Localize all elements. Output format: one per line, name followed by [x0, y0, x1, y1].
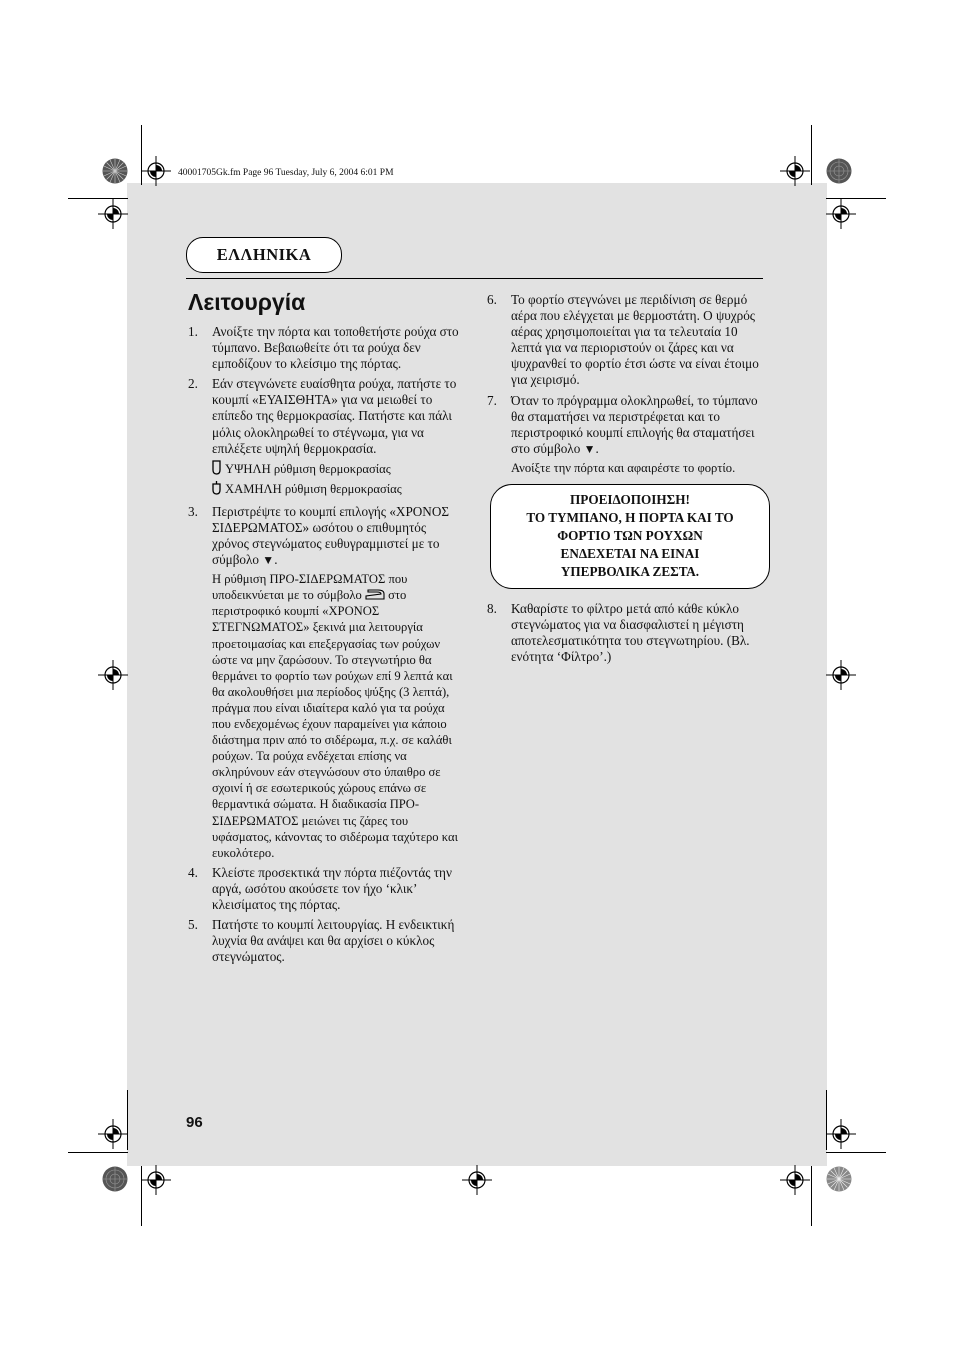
crop-mark [826, 198, 886, 199]
registration-mark-icon [141, 1165, 171, 1195]
item-text: Κλείστε προσεκτικά την πόρτα πιέζοντάς την αργά, ωσότου ακούσετε τον ήχο ‘κλικ’ κλεισίματος της πόρτας. [212, 864, 452, 912]
list-item [487, 601, 765, 665]
crop-mark [141, 1166, 142, 1226]
crop-mark [68, 1152, 128, 1153]
warning-line: ΕΝΔΕΧΕΤΑΙ ΝΑ ΕΙΝΑΙ [560, 546, 700, 562]
registration-mark-icon [98, 660, 128, 690]
iron-icon [365, 588, 385, 602]
registration-mark-icon [98, 1119, 128, 1149]
short-vessel-icon [212, 480, 221, 500]
registration-mark-icon [826, 660, 856, 690]
crop-mark [811, 125, 812, 185]
list-item [487, 393, 765, 476]
registration-mark-icon [780, 156, 810, 186]
language-tab: ΕΛΛΗΝΙΚΑ [186, 237, 342, 273]
list-item [188, 865, 466, 913]
tall-vessel-icon [212, 460, 221, 480]
color-rosette-icon [102, 1166, 128, 1192]
registration-mark-icon [98, 199, 128, 229]
color-rosette-icon [826, 1166, 852, 1192]
temp-high-label: ΥΨΗΛΗ ρύθμιση θερμοκρασίας [225, 462, 391, 477]
item-number: 2. [188, 376, 198, 392]
left-column [188, 324, 466, 969]
item-text: Ανοίξτε την πόρτα και τοποθετήστε ρούχα στο τύμπανο. Βεβαιωθείτε ότι τα ρούχα δεν εμποδίζουν το κλείσιμο της πόρτας. [212, 324, 459, 372]
header-rule [186, 278, 763, 279]
item-number: 3. [188, 503, 198, 519]
item-text: Καθαρίστε το φίλτρο μετά από κάθε κύκλο στεγνώματος για να διασφαλιστεί η μέγιστη αποτελεσματικότητα του στεγνωτηρίου. (Βλ. ενότητα ‘Φίλτρο’.) [511, 601, 750, 665]
item-number: 4. [188, 864, 198, 880]
color-rosette-icon [826, 158, 852, 184]
triangle-down-icon: ▼ [583, 441, 596, 456]
registration-mark-icon [141, 156, 171, 186]
warning-line: ΥΠΕΡΒΟΛΙΚΑ ΖΕΣΤΑ. [560, 564, 700, 580]
list-item [188, 324, 466, 372]
file-header: 40001705Gk.fm Page 96 Tuesday, July 6, 2004 6:01 PM [178, 168, 394, 178]
temp-low-line [212, 480, 466, 500]
registration-mark-icon [462, 1165, 492, 1195]
registration-mark-icon [780, 1165, 810, 1195]
warning-line: ΤΟ ΤΥΜΠΑΝΟ, Η ΠΟΡΤΑ ΚΑΙ ΤΟ [526, 510, 734, 526]
item-number: 8. [487, 601, 497, 617]
warning-line: ΦΟΡΤΙΟ ΤΩΝ ΡΟΥΧΩΝ [557, 528, 703, 544]
color-rosette-icon [102, 158, 128, 184]
list-item [188, 504, 466, 861]
page-title: Λειτουργία [188, 289, 306, 315]
temp-high-line [212, 460, 466, 480]
item-text: Το φορτίο στεγνώνει με περιδίνιση σε θερμό αέρα που ελέγχεται με θερμοστάτη. Ο ψυχρός αέρας χρησιμοποιείται για τα τελευταία 10 λεπτά για να περιοριστούν οι ζάρες και να ψυχρανθεί το φορτίο έτσι ώστε να είναι έτοιμο για χειρισμό. [511, 292, 759, 388]
list-item [487, 292, 765, 389]
crop-mark [826, 1152, 886, 1153]
crop-mark [826, 1090, 827, 1150]
item-text: Όταν το πρόγραμμα ολοκληρωθεί, το τύμπανο θα σταματήσει να περιστρέφεται και το περιστροφικό κουμπί επιλογής θα σταματήσει στο σύμβολο ▼. [511, 392, 758, 456]
crop-mark [68, 198, 128, 199]
crop-mark [811, 1166, 812, 1226]
registration-mark-icon [826, 1119, 856, 1149]
item-text-body: Περιστρέψτε το κουμπί επιλογής «ΧΡΟΝΟΣ ΣΙΔΕΡΩΜΑΤΟΣ» ωσότου ο επιθυμητός χρόνος στεγνώματος ευθυγραμμιστεί με το σύμβολο [212, 503, 450, 568]
item-text: Εάν στεγνώνετε ευαίσθητα ρούχα, πατήστε το κουμπί «ΕΥΑΙΣΘΗΤΑ» για να μειωθεί το επίπεδο της θερμοκρασίας. Πατήστε και πάλι μόλις ολοκληρωθεί το στέγνωμα, για να επιλέξετε υψηλή θερμοκρασία. [212, 376, 457, 456]
pre-iron-note [212, 571, 466, 861]
crop-mark [141, 125, 142, 185]
pre-iron-note-a: Η ρύθμιση ΠΡΟ-ΣΙΔΕΡΩΜΑΤΟΣ που υποδεικνύεται με το σύμβολο [212, 572, 408, 603]
item-number: 5. [188, 917, 198, 933]
list-item [188, 376, 466, 499]
page-number: 96 [186, 1114, 203, 1131]
item-text-body: Όταν το πρόγραμμα ολοκληρωθεί, το τύμπανο θα σταματήσει να περιστρέφεται και το περιστροφικό κουμπί επιλογής θα σταματήσει στο σύμβολο [511, 392, 758, 456]
crop-mark [127, 1090, 128, 1150]
temp-low-label: ΧΑΜΗΛΗ ρύθμιση θερμοκρασίας [225, 482, 402, 497]
item-number: 7. [487, 392, 497, 408]
list-item [188, 917, 466, 965]
warning-line: ΠΡΟΕΙΔΟΠΟΙΗΣΗ! [570, 492, 690, 508]
pre-iron-note-b: στο περιστροφικό κουμπί «ΧΡΟΝΟΣ ΣΤΕΓΝΩΜΑΤΟΣ» ξεκινά μια λειτουργία προετοιμασίας και επεξεργασίας των ρούχων ώστε να μην ζαρώσουν. Το στεγνωτήριο θα θερμάνει το φορτίο των ρούχων επί 9 λεπτά και θα ακολουθήσει μια περίοδος ψύξης (3 λεπτά), πράγμα που είναι ιδιαίτερα καλό για τα ρούχα που ενδεχομένως έχουν παραμείνει για κάποιο διάστημα πριν από το σιδέρωμα, π.χ. σε καλάθι ρούχων. Τα ρούχα ενδέχεται επίσης να σκληρύνουν εάν στεγνώσουν στο ύπαιθρο σε σχοινί ή σε εσωτερικούς χώρους επάνω σε θερμαντικά σώματα. Η διαδικασία ΠΡΟ-ΣΙΔΕΡΩΜΑΤΟΣ μειώνει τις ζάρες του υφάσματος, κάνοντας το σιδέρωμα ταχύτερο και ευκολότερο. [212, 588, 458, 860]
item-number: 6. [487, 292, 497, 307]
item-number: 1. [188, 324, 198, 339]
step7-note: Ανοίξτε την πόρτα και αφαιρέστε το φορτίο. [511, 460, 736, 475]
item-text: Περιστρέψτε το κουμπί επιλογής «ΧΡΟΝΟΣ ΣΙΔΕΡΩΜΑΤΟΣ» ωσότου ο επιθυμητός χρόνος στεγνώματος ευθυγραμμιστεί με το σύμβολο ▼. [212, 503, 450, 568]
registration-mark-icon [826, 199, 856, 229]
triangle-down-icon: ▼ [262, 553, 275, 568]
item-text: Πατήστε το κουμπί λειτουργίας. Η ενδεικτική λυχνία θα ανάψει και θα αρχίσει ο κύκλος στεγνώματος. [212, 917, 455, 965]
warning-box [490, 484, 770, 589]
right-column [487, 292, 765, 669]
